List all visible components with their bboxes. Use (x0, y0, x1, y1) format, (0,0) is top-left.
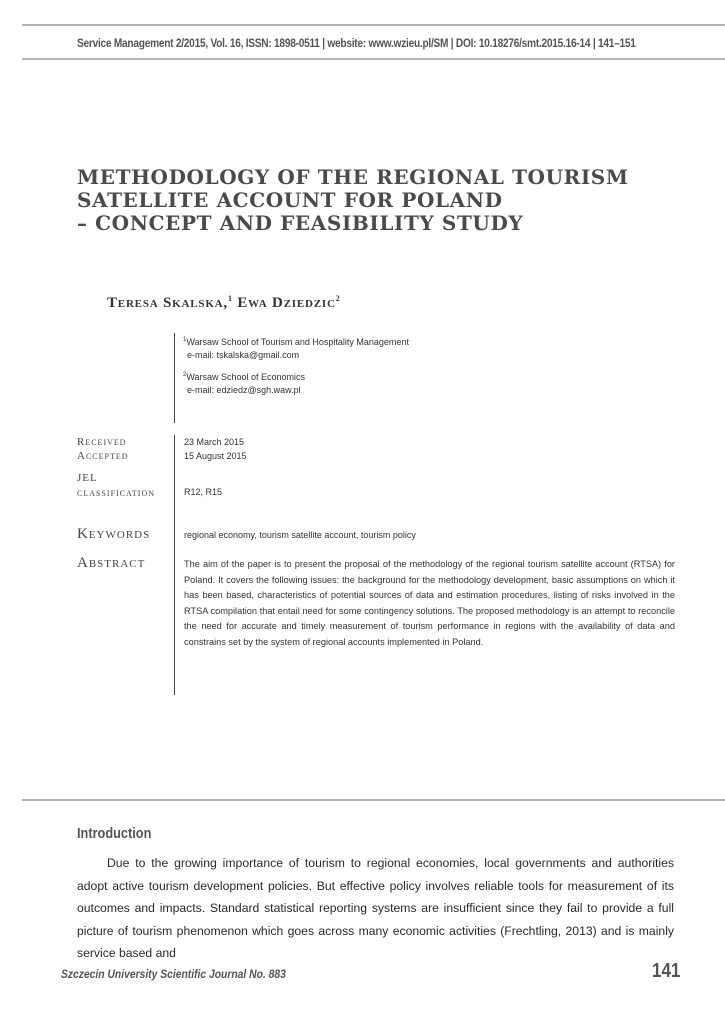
jel-label-line-1: JEL (77, 472, 98, 484)
introduction-paragraph: Due to the growing importance of tourism to regional economies, local governments and authorities adopt active tourism development policies. But effective policy involves reliable tools for measurement of its outcomes and impacts. Standard statistical reporting systems are insufficient since they fail to provide a full picture of tourism phenomenon which goes across many economic activities (Frechtling, 2013) and is mainly service based and (77, 856, 674, 960)
abstract-label: Abstract (77, 555, 146, 571)
author-list (107, 294, 341, 312)
jel-codes: R12, R15 (184, 487, 223, 497)
accepted-label: Accepted (77, 450, 129, 462)
title-line-1: METHODOLOGY OF THE REGIONAL TOURISM (77, 165, 629, 189)
keywords-label: Keywords (77, 526, 151, 542)
introduction-heading: Introduction (77, 825, 152, 842)
affiliation-superscript: 2 (183, 372, 187, 378)
section-divider-rule (22, 799, 725, 801)
affiliation-institution: Warsaw School of Economics (186, 372, 306, 382)
author-name: Teresa Skalska, (107, 295, 228, 311)
author-name: Ewa Dziedzic (237, 295, 336, 311)
jel-label-line-2: classification (77, 487, 156, 499)
paper-title (77, 166, 637, 235)
accepted-date: 15 August 2015 (184, 451, 247, 461)
author-superscript: 1 (227, 294, 233, 303)
metadata-divider (174, 435, 175, 695)
affiliation-superscript: 1 (183, 337, 187, 343)
affiliation-email: e-mail: tskalska@gmail.com (187, 350, 300, 360)
title-line-3: – CONCEPT AND FEASIBILITY STUDY (77, 211, 524, 235)
journal-header-line: Service Management 2/2015, Vol. 16, ISSN: 1898-0511 | website: www.wzieu.pl/SM | DOI: 10.18276/smt.2015.16-14 | 141–151 (77, 36, 636, 50)
affiliation-email: e-mail: edziedz@sgh.waw.pl (187, 385, 301, 395)
abstract-text: The aim of the paper is to present the proposal of the methodology of the regional tourism satellite account (RTSA) for Poland. It covers the following issues: the background for the methodology development, basic assumptions on which it has been based, characteristics of potential sources of data and estimation procedures, listing of risks involved in the RTSA compilation that entail need for some contingency solutions. The proposed methodology is an attempt to reconcile the need for accurate and timely measurement of tourism performance in regions with the availability of data and constrains set by the system of regional accounts implemented in Poland. (184, 559, 675, 647)
author-superscript: 2 (335, 294, 341, 303)
affiliation-1 (183, 334, 409, 362)
footer-journal-name: Szczecin University Scientific Journal No. 883 (61, 967, 286, 981)
affiliation-2 (183, 369, 305, 397)
header-top-rule (22, 24, 725, 26)
affiliation-institution: Warsaw School of Tourism and Hospitality Management (186, 337, 409, 347)
page-number: 141 (652, 960, 681, 982)
affiliation-divider (174, 333, 175, 423)
header-bottom-rule (22, 58, 725, 60)
received-date: 23 March 2015 (184, 437, 245, 447)
keywords-value: regional economy, tourism satellite account, tourism policy (184, 530, 416, 540)
received-label: Received (77, 436, 127, 448)
jel-label (77, 471, 155, 501)
title-line-2: SATELLITE ACCOUNT FOR POLAND (77, 188, 503, 212)
